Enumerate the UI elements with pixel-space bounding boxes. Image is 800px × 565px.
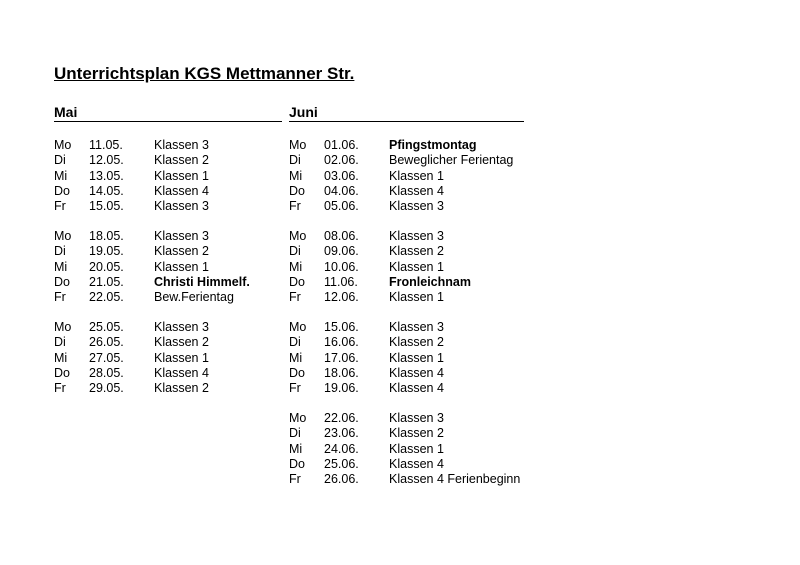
weekday-label: Mi	[54, 259, 68, 274]
schedule-row	[289, 335, 529, 350]
date-label: 20.05.	[89, 259, 124, 274]
weekday-label: Do	[289, 456, 305, 471]
weekday-label: Mo	[289, 138, 307, 152]
weekday-label: Do	[54, 365, 70, 380]
schedule-row	[54, 290, 294, 305]
class-label: Klassen 1	[389, 168, 444, 183]
schedule-row	[289, 199, 529, 214]
class-label: Klassen 2	[154, 244, 209, 259]
date-label: 01.06.	[324, 138, 359, 152]
date-label: 08.06.	[324, 229, 359, 243]
schedule-row	[54, 244, 294, 259]
date-label: 05.06.	[324, 199, 359, 214]
weekday-label: Fr	[289, 290, 301, 305]
class-label: Klassen 2	[389, 335, 444, 350]
date-label: 11.05.	[89, 138, 123, 152]
schedule-row	[54, 351, 294, 366]
schedule-row	[54, 184, 294, 199]
weekday-label: Do	[54, 274, 70, 289]
schedule-row	[289, 275, 529, 290]
weekday-label: Fr	[54, 381, 66, 396]
weekday-label: Fr	[289, 381, 301, 396]
weekday-label: Mo	[289, 229, 307, 243]
weekday-label: Mo	[289, 411, 307, 425]
weekday-label: Do	[289, 183, 305, 198]
date-label: 21.05.	[89, 274, 124, 289]
class-label: Klassen 3	[389, 229, 444, 243]
date-label: 17.06.	[324, 350, 359, 365]
schedule-row	[54, 381, 294, 396]
date-label: 22.05.	[89, 290, 124, 305]
class-label: Pfingstmontag	[389, 138, 477, 152]
schedule-row	[289, 138, 529, 153]
class-label: Fronleichnam	[389, 274, 471, 289]
schedule-row	[54, 199, 294, 214]
schedule-row	[289, 290, 529, 305]
class-label: Klassen 2	[389, 244, 444, 259]
date-label: 18.06.	[324, 365, 359, 380]
weekday-label: Mi	[289, 259, 303, 274]
schedule-row	[289, 442, 529, 457]
date-label: 22.06.	[324, 411, 359, 425]
weekday-label: Di	[289, 335, 301, 350]
weekday-label: Mi	[54, 350, 68, 365]
weekday-label: Di	[289, 153, 301, 168]
date-label: 26.06.	[324, 472, 359, 487]
schedule-row	[54, 275, 294, 290]
date-label: 19.06.	[324, 381, 359, 396]
class-label: Klassen 1	[389, 441, 444, 456]
schedule-row	[289, 381, 529, 396]
weekday-label: Fr	[54, 199, 66, 214]
weekday-label: Di	[54, 153, 66, 168]
date-label: 02.06.	[324, 153, 359, 168]
class-label: Klassen 3	[389, 411, 444, 425]
date-label: 11.06.	[324, 274, 358, 289]
schedule-row	[289, 244, 529, 259]
class-label: Klassen 3	[154, 229, 209, 243]
date-label: 18.05.	[89, 229, 124, 243]
schedule-row	[289, 411, 529, 426]
class-label: Klassen 4	[389, 183, 444, 198]
date-label: 15.06.	[324, 320, 359, 334]
page-title: Unterrichtsplan KGS Mettmanner Str.	[54, 64, 355, 83]
weekday-label: Mo	[54, 320, 72, 334]
schedule-row	[54, 335, 294, 350]
class-label: Klassen 3	[154, 138, 209, 152]
schedule-row	[289, 426, 529, 441]
date-label: 04.06.	[324, 183, 359, 198]
schedule-row	[54, 153, 294, 168]
schedule-row	[289, 366, 529, 381]
class-label: Christi Himmelf.	[154, 274, 250, 289]
weekday-label: Mi	[54, 168, 68, 183]
date-label: 13.05.	[89, 168, 124, 183]
weekday-label: Do	[289, 365, 305, 380]
date-label: 25.06.	[324, 456, 359, 471]
date-label: 14.05.	[89, 183, 124, 198]
class-label: Klassen 1	[389, 350, 444, 365]
schedule-row	[289, 184, 529, 199]
schedule-row	[289, 320, 529, 335]
date-label: 28.05.	[89, 365, 124, 380]
weekday-label: Mo	[289, 320, 307, 334]
class-label: Klassen 4	[154, 365, 209, 380]
class-label: Klassen 1	[154, 350, 209, 365]
weekday-label: Mi	[289, 441, 303, 456]
date-label: 25.05.	[89, 320, 124, 334]
class-label: Klassen 1	[389, 259, 444, 274]
date-label: 09.06.	[324, 244, 359, 259]
date-label: 26.05.	[89, 335, 124, 350]
date-label: 12.05.	[89, 153, 124, 168]
weekday-label: Mo	[54, 138, 72, 152]
date-label: 23.06.	[324, 426, 359, 441]
schedule-row	[54, 366, 294, 381]
month-heading-mai: Mai	[54, 105, 282, 122]
date-label: 29.05.	[89, 381, 124, 396]
weekday-label: Fr	[289, 199, 301, 214]
class-label: Klassen 2	[154, 335, 209, 350]
date-label: 24.06.	[324, 441, 359, 456]
date-label: 03.06.	[324, 168, 359, 183]
schedule-row	[289, 153, 529, 168]
date-label: 10.06.	[324, 259, 359, 274]
weekday-label: Do	[289, 274, 305, 289]
date-label: 19.05.	[89, 244, 124, 259]
class-label: Beweglicher Ferientag	[389, 153, 514, 168]
weekday-label: Di	[289, 244, 301, 259]
class-label: Klassen 1	[154, 168, 209, 183]
schedule-row	[54, 320, 294, 335]
class-label: Klassen 3	[154, 320, 209, 334]
weekday-label: Mi	[289, 168, 303, 183]
schedule-row	[289, 169, 529, 184]
date-label: 12.06.	[324, 290, 359, 305]
schedule-row	[289, 457, 529, 472]
class-label: Klassen 1	[154, 259, 209, 274]
weekday-label: Di	[54, 244, 66, 259]
class-label: Klassen 2	[154, 381, 209, 396]
date-label: 16.06.	[324, 335, 359, 350]
class-label: Klassen 4	[389, 456, 444, 471]
date-label: 27.05.	[89, 350, 124, 365]
weekday-label: Mo	[54, 229, 72, 243]
schedule-row	[54, 260, 294, 275]
class-label: Klassen 3	[389, 320, 444, 334]
class-label: Klassen 1	[389, 290, 444, 305]
class-label: Klassen 4 Ferienbeginn	[389, 472, 521, 487]
weekday-label: Di	[289, 426, 301, 441]
class-label: Klassen 2	[154, 153, 209, 168]
month-heading-juni: Juni	[289, 105, 524, 122]
class-label: Klassen 2	[389, 426, 444, 441]
class-label: Bew.Ferientag	[154, 290, 234, 305]
schedule-row	[289, 260, 529, 275]
weekday-label: Fr	[289, 472, 301, 487]
schedule-row	[289, 229, 529, 244]
schedule-row	[289, 351, 529, 366]
date-label: 15.05.	[89, 199, 124, 214]
class-label: Klassen 4	[154, 183, 209, 198]
class-label: Klassen 4	[389, 365, 444, 380]
weekday-label: Do	[54, 183, 70, 198]
schedule-row	[54, 229, 294, 244]
schedule-row	[289, 472, 529, 487]
class-label: Klassen 3	[154, 199, 209, 214]
class-label: Klassen 4	[389, 381, 444, 396]
weekday-label: Di	[54, 335, 66, 350]
weekday-label: Mi	[289, 350, 303, 365]
schedule-row	[54, 138, 294, 153]
weekday-label: Fr	[54, 290, 66, 305]
schedule-row	[54, 169, 294, 184]
class-label: Klassen 3	[389, 199, 444, 214]
